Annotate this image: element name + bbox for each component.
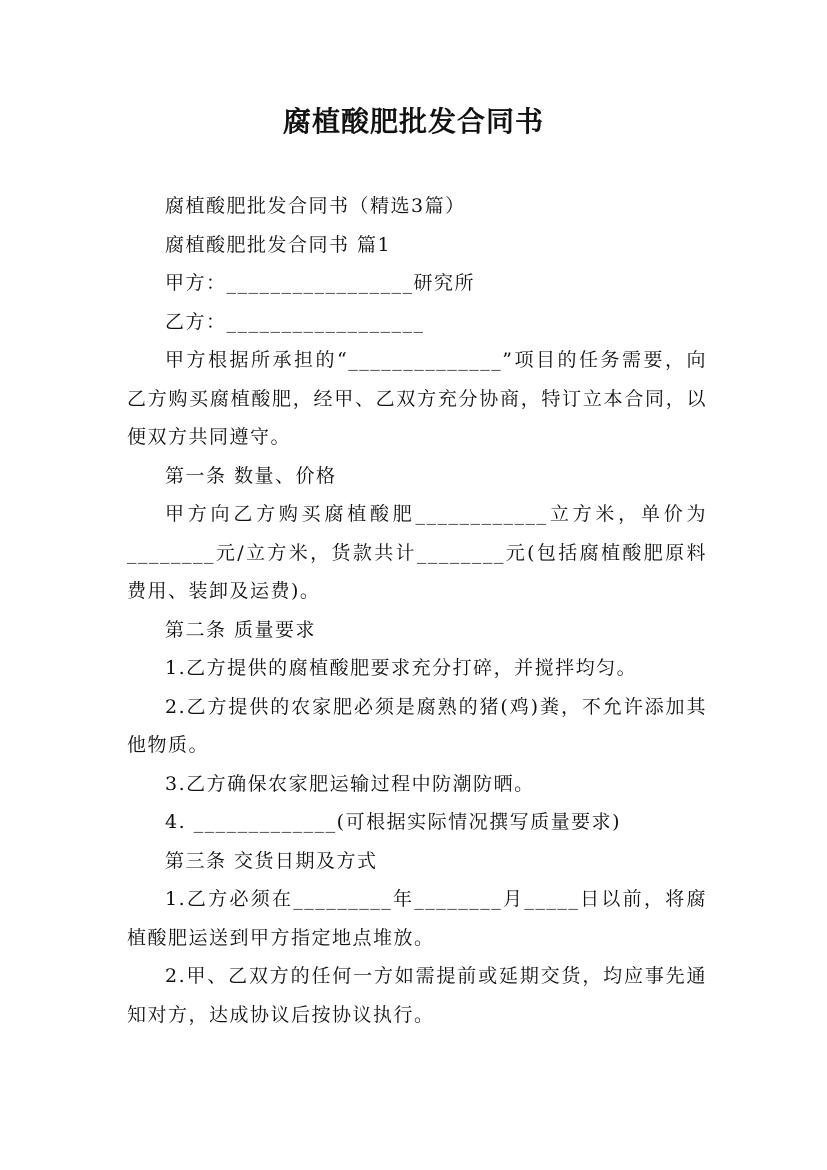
clause-paragraph: 1.乙方必须在_________年________月_____日以前，将腐植酸肥运送到甲方指定地点堆放。: [127, 888, 707, 949]
article-heading: 第二条 质量要求: [165, 618, 317, 641]
document-title: 腐植酸肥批发合同书: [282, 105, 544, 138]
party-a-line: 甲方：_________________研究所: [165, 272, 476, 294]
subtitle-line: 腐植酸肥批发合同书（精选3篇）: [165, 195, 466, 217]
article-heading: 第一条 数量、价格: [165, 464, 337, 487]
clause-paragraph: 3.乙方确保农家肥运输过程中防潮防晒。: [165, 772, 535, 795]
preamble-paragraph: 甲方根据所承担的“______________”项目的任务需要，向乙方购买腐植酸肥，经甲、乙双方充分协商，特订立本合同，以便双方共同遵守。: [127, 349, 707, 448]
clause-paragraph: 2.乙方提供的农家肥必须是腐熟的猪(鸡)粪，不允许添加其他物质。: [127, 695, 707, 756]
section-heading: 腐植酸肥批发合同书 篇1: [165, 233, 392, 256]
party-b-line: 乙方：__________________: [165, 310, 425, 333]
article-heading: 第三条 交货日期及方式: [165, 849, 378, 872]
clause-paragraph: 1.乙方提供的腐植酸肥要求充分打碎，并搅拌均匀。: [165, 657, 638, 679]
clause-paragraph: 2.甲、乙双方的任何一方如需提前或延期交货，均应事先通知对方，达成协议后按协议执行。: [127, 965, 707, 1026]
document-body: [127, 187, 707, 1034]
clause-paragraph: 4. _____________(可根据实际情况撰写质量要求): [165, 811, 621, 833]
article-paragraph: 甲方向乙方购买腐植酸肥____________立方米，单价为________元/立方米，货款共计________元(包括腐植酸肥原料费用、装卸及运费)。: [127, 503, 707, 602]
